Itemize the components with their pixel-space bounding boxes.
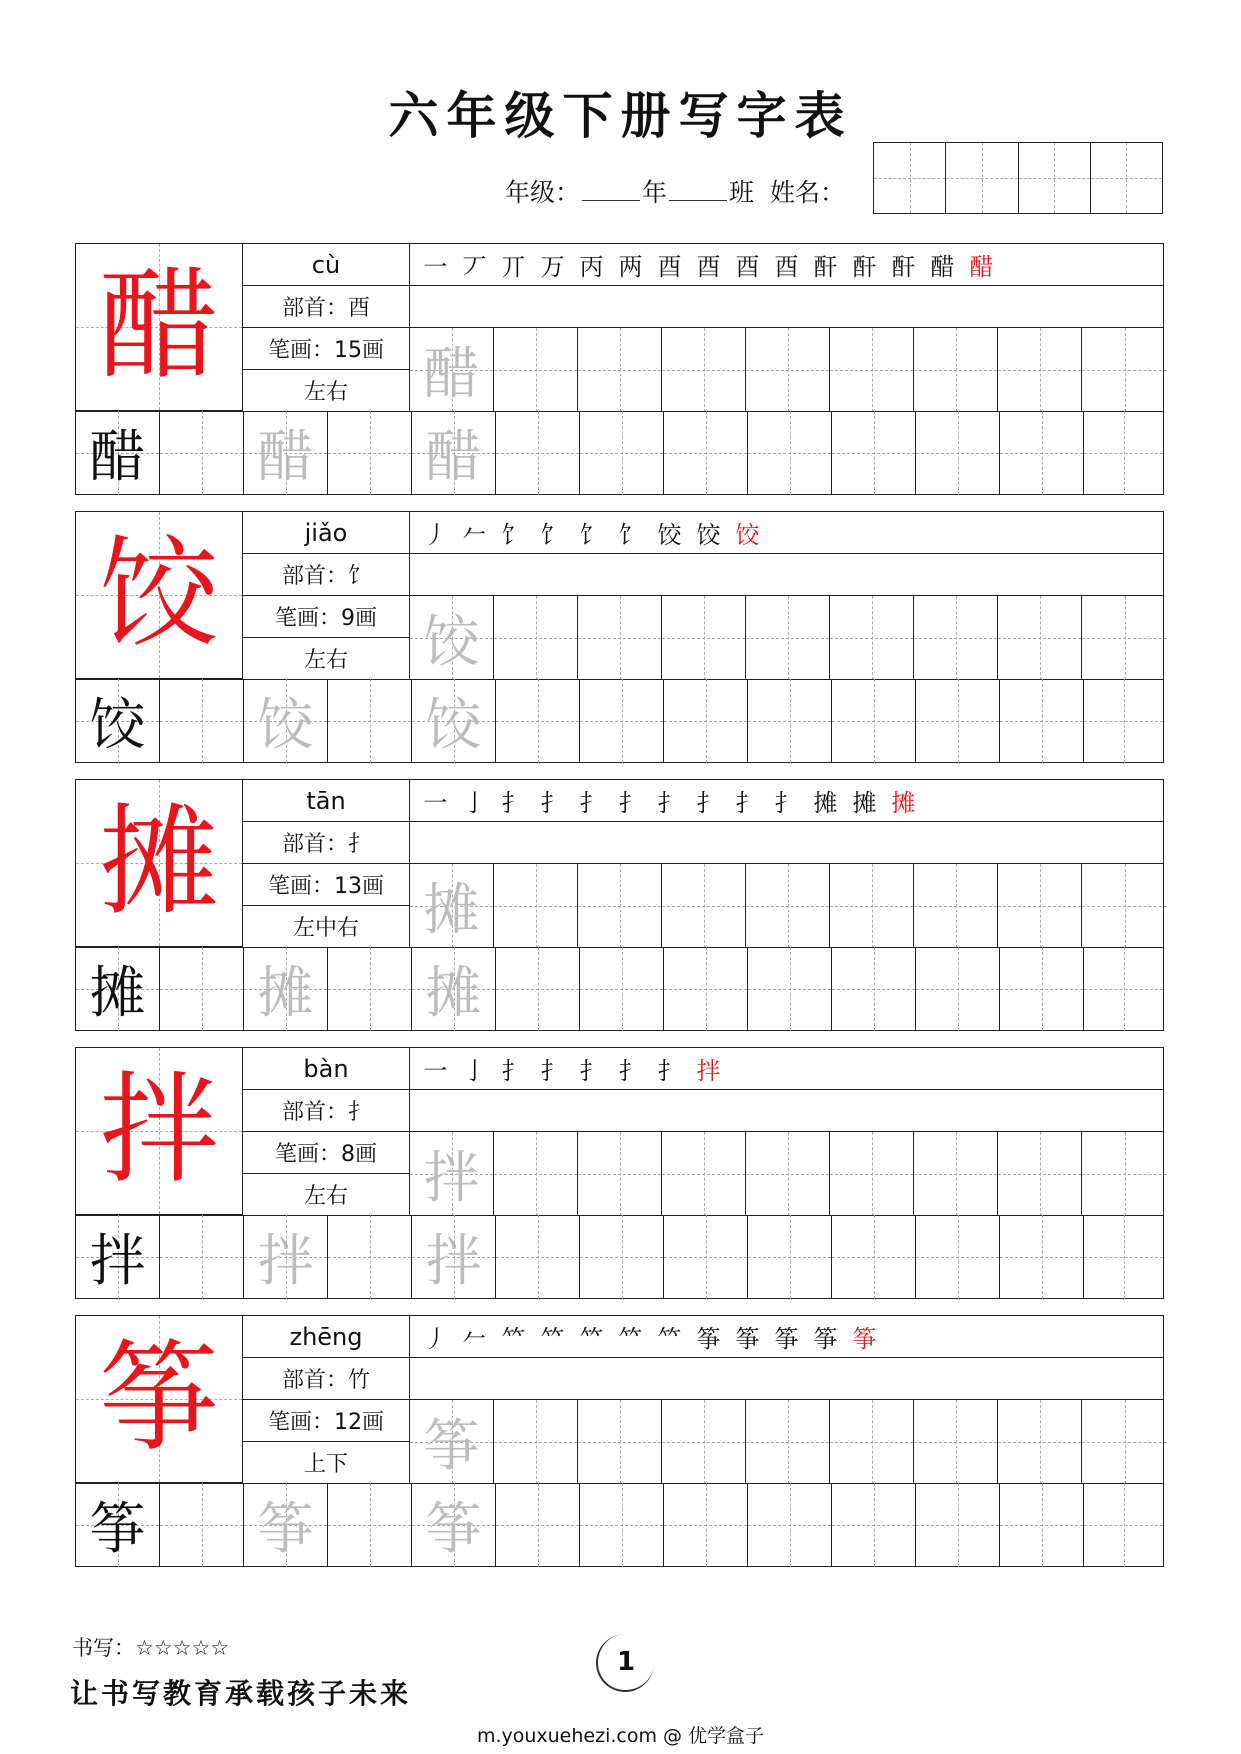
practice-cell[interactable] xyxy=(328,411,412,495)
stroke-step: 𠂉 xyxy=(462,521,487,549)
class-blank[interactable] xyxy=(669,180,727,201)
blank-row xyxy=(410,1090,1163,1132)
practice-cell[interactable] xyxy=(244,947,328,1031)
radical-row xyxy=(243,1358,410,1400)
practice-cell[interactable] xyxy=(328,1483,412,1567)
practice-cell[interactable] xyxy=(160,411,244,495)
practice-cell[interactable] xyxy=(328,1215,412,1299)
practice-cell[interactable] xyxy=(832,1215,916,1299)
practice-cell[interactable] xyxy=(916,679,1000,763)
stroke-step: 酐 xyxy=(891,253,916,281)
practice-cell[interactable] xyxy=(494,328,578,412)
character-block xyxy=(75,1047,1164,1299)
stroke-step: 扌 xyxy=(696,789,721,817)
practice-cell[interactable] xyxy=(746,1132,830,1216)
stroke-count: 8画 xyxy=(341,1142,377,1167)
radical: 竹 xyxy=(348,1368,371,1393)
practice-cell[interactable] xyxy=(662,328,746,412)
stroke-step: 饣 xyxy=(540,521,565,549)
practice-cell[interactable] xyxy=(830,1400,914,1484)
practice-cell[interactable] xyxy=(832,947,916,1031)
practice-cell[interactable] xyxy=(410,864,494,948)
practice-cell[interactable] xyxy=(160,947,244,1031)
practice-cell[interactable] xyxy=(1084,411,1163,495)
practice-cell[interactable] xyxy=(746,1400,830,1484)
example-character: 摊 xyxy=(89,961,146,1026)
stroke-label: 笔画： xyxy=(267,338,334,363)
stroke-count-row xyxy=(243,864,410,906)
practice-cell[interactable] xyxy=(1082,864,1167,948)
stroke-step: 一 xyxy=(423,789,448,817)
practice-cell[interactable] xyxy=(998,1400,1082,1484)
trace-character: 饺 xyxy=(423,610,480,675)
stroke-step: 丌 xyxy=(501,253,526,281)
practice-cell[interactable] xyxy=(578,1400,662,1484)
stroke-step: 筝 xyxy=(774,1325,799,1353)
stroke-step: 丿 xyxy=(423,521,448,549)
radical-label: 部首： xyxy=(281,564,348,589)
blank-row xyxy=(410,554,1163,596)
trace-character: 摊 xyxy=(257,961,314,1026)
stroke-step: 饣 xyxy=(618,521,643,549)
practice-cell[interactable] xyxy=(1084,1215,1163,1299)
model-character-cell xyxy=(76,1048,243,1215)
practice-cell[interactable] xyxy=(76,1215,160,1299)
practice-cell[interactable] xyxy=(160,1483,244,1567)
stroke-step: 扌 xyxy=(579,789,604,817)
stroke-step: 醋 xyxy=(969,253,994,281)
practice-cell[interactable] xyxy=(1000,1215,1084,1299)
stroke-step: 饣 xyxy=(501,521,526,549)
practice-cell[interactable] xyxy=(1000,679,1084,763)
practice-cell[interactable] xyxy=(830,328,914,412)
stroke-step: 亅 xyxy=(462,789,487,817)
practice-cell[interactable] xyxy=(998,328,1082,412)
practice-cell[interactable] xyxy=(580,679,664,763)
practice-cell[interactable] xyxy=(1084,679,1163,763)
practice-cell[interactable] xyxy=(916,1483,1000,1567)
practice-cell[interactable] xyxy=(410,1132,494,1216)
practice-cell[interactable] xyxy=(494,596,578,680)
radical: 扌 xyxy=(348,1100,371,1125)
practice-cell[interactable] xyxy=(746,864,830,948)
stroke-step: 筝 xyxy=(735,1325,760,1353)
stroke-label: 笔画： xyxy=(274,1142,341,1167)
stroke-step: 酉 xyxy=(657,253,682,281)
practice-cell[interactable] xyxy=(76,1483,160,1567)
radical-row xyxy=(243,822,410,864)
radical: 饣 xyxy=(348,564,371,589)
model-character-cell xyxy=(76,244,243,411)
stroke-count-row xyxy=(243,596,410,638)
practice-cell[interactable] xyxy=(998,1132,1082,1216)
practice-cell[interactable] xyxy=(916,947,1000,1031)
practice-cell[interactable] xyxy=(244,1215,328,1299)
practice-cell[interactable] xyxy=(662,596,746,680)
pinyin: cù xyxy=(243,244,410,286)
example-character: 醋 xyxy=(89,425,146,490)
stroke-label: 笔画： xyxy=(274,606,341,631)
practice-cell[interactable] xyxy=(1082,596,1167,680)
practice-cell[interactable] xyxy=(914,596,998,680)
character-block xyxy=(75,511,1164,763)
practice-cell[interactable] xyxy=(914,1132,998,1216)
trace-character: 饺 xyxy=(425,693,482,758)
stroke-step: 筝 xyxy=(852,1325,877,1353)
stroke-order xyxy=(410,244,1163,286)
stroke-count-row xyxy=(243,1132,410,1174)
name-label: 姓名： xyxy=(769,178,845,207)
practice-cell[interactable] xyxy=(664,1215,748,1299)
practice-cell[interactable] xyxy=(662,1132,746,1216)
practice-cell[interactable] xyxy=(494,1132,578,1216)
site-credit: m.youxuehezi.com @ 优学盒子 xyxy=(476,1725,765,1747)
stroke-step: 扌 xyxy=(540,789,565,817)
practice-cell[interactable] xyxy=(412,679,496,763)
practice-cell[interactable] xyxy=(494,864,578,948)
practice-cell[interactable] xyxy=(578,328,662,412)
practice-cell[interactable] xyxy=(748,411,832,495)
practice-cell[interactable] xyxy=(1000,1483,1084,1567)
practice-cell[interactable] xyxy=(244,411,328,495)
stroke-count-row xyxy=(243,328,410,370)
stroke-step: 扌 xyxy=(618,789,643,817)
practice-cell[interactable] xyxy=(412,1215,496,1299)
radical: 酉 xyxy=(348,296,371,321)
pinyin: bàn xyxy=(243,1048,410,1090)
practice-cell[interactable] xyxy=(1084,947,1163,1031)
stroke-step: 饣 xyxy=(579,521,604,549)
stroke-step: 𥫗 xyxy=(618,1325,643,1353)
rating: 书写：☆☆☆☆☆ xyxy=(72,1636,230,1660)
practice-cell[interactable] xyxy=(748,1215,832,1299)
trace-character: 拌 xyxy=(423,1146,480,1211)
stroke-step: 酐 xyxy=(813,253,838,281)
practice-cell[interactable] xyxy=(748,679,832,763)
structure: 上下 xyxy=(243,1442,410,1483)
practice-cell[interactable] xyxy=(328,947,412,1031)
stroke-count: 15画 xyxy=(334,338,384,363)
stroke-step: 万 xyxy=(540,253,565,281)
practice-cell[interactable] xyxy=(496,679,580,763)
practice-cell[interactable] xyxy=(1000,947,1084,1031)
practice-cell[interactable] xyxy=(664,411,748,495)
name-grid[interactable] xyxy=(873,142,1163,214)
practice-cell[interactable] xyxy=(328,679,412,763)
class-label: 班 xyxy=(729,178,755,207)
practice-cell[interactable] xyxy=(1000,411,1084,495)
trace-character: 筝 xyxy=(257,1497,314,1562)
stroke-step: 丆 xyxy=(462,253,487,281)
trace-character: 拌 xyxy=(425,1229,482,1294)
stroke-step: 饺 xyxy=(657,521,682,549)
grade-label: 年级： xyxy=(505,178,581,207)
page-title: 六年级下册写字表 xyxy=(388,86,853,145)
practice-cell[interactable] xyxy=(580,411,664,495)
stroke-label: 笔画： xyxy=(267,1410,334,1435)
radical-row xyxy=(243,286,410,328)
stroke-step: 一 xyxy=(423,1057,448,1085)
practice-cell[interactable] xyxy=(160,1215,244,1299)
stroke-step: 筝 xyxy=(696,1325,721,1353)
practice-cell[interactable] xyxy=(830,596,914,680)
stroke-order xyxy=(410,512,1163,554)
practice-cell[interactable] xyxy=(662,864,746,948)
character-block xyxy=(75,243,1164,495)
practice-cell[interactable] xyxy=(76,947,160,1031)
model-character: 摊 xyxy=(99,793,219,932)
trace-character: 摊 xyxy=(425,961,482,1026)
stroke-order xyxy=(410,1316,1163,1358)
practice-cell[interactable] xyxy=(914,328,998,412)
model-character: 拌 xyxy=(99,1061,219,1200)
practice-cell[interactable] xyxy=(496,411,580,495)
practice-cell[interactable] xyxy=(494,1400,578,1484)
practice-cell[interactable] xyxy=(1082,328,1167,412)
practice-cell[interactable] xyxy=(664,679,748,763)
stroke-step: 拌 xyxy=(696,1057,721,1085)
pinyin: jiǎo xyxy=(243,512,410,554)
practice-cell[interactable] xyxy=(664,1483,748,1567)
practice-cell[interactable] xyxy=(662,1400,746,1484)
model-character: 饺 xyxy=(99,525,219,664)
practice-cell[interactable] xyxy=(496,947,580,1031)
practice-cell[interactable] xyxy=(746,596,830,680)
stroke-count: 12画 xyxy=(334,1410,384,1435)
practice-cell[interactable] xyxy=(914,1400,998,1484)
stroke-step: 酉 xyxy=(735,253,760,281)
practice-cell[interactable] xyxy=(410,1400,494,1484)
trace-character: 饺 xyxy=(257,693,314,758)
practice-cell[interactable] xyxy=(830,864,914,948)
structure: 左右 xyxy=(243,1174,410,1215)
practice-cell[interactable] xyxy=(998,864,1082,948)
example-character: 饺 xyxy=(89,693,146,758)
practice-cell[interactable] xyxy=(1082,1132,1167,1216)
radical-row xyxy=(243,554,410,596)
structure: 左右 xyxy=(243,638,410,679)
model-character-cell xyxy=(76,1316,243,1483)
model-character-cell xyxy=(76,780,243,947)
radical-label: 部首： xyxy=(281,1100,348,1125)
stroke-count: 9画 xyxy=(341,606,377,631)
year-label: 年 xyxy=(642,178,668,207)
practice-cell[interactable] xyxy=(1084,1483,1163,1567)
blank-row xyxy=(410,822,1163,864)
stroke-step: 酉 xyxy=(774,253,799,281)
practice-cell[interactable] xyxy=(410,596,494,680)
example-character: 拌 xyxy=(89,1229,146,1294)
practice-cell[interactable] xyxy=(410,328,494,412)
stroke-step: 酉 xyxy=(696,253,721,281)
stroke-step: 扌 xyxy=(657,1057,682,1085)
stroke-count: 13画 xyxy=(334,874,384,899)
structure: 左中右 xyxy=(243,906,410,947)
trace-character: 摊 xyxy=(423,878,480,943)
blank-row xyxy=(410,286,1163,328)
practice-cell[interactable] xyxy=(746,328,830,412)
radical-label: 部首： xyxy=(281,1368,348,1393)
practice-cell[interactable] xyxy=(76,411,160,495)
pinyin: zhēng xyxy=(243,1316,410,1358)
practice-cell[interactable] xyxy=(412,1483,496,1567)
practice-cell[interactable] xyxy=(412,411,496,495)
trace-character: 醋 xyxy=(425,425,482,490)
practice-cell[interactable] xyxy=(580,1483,664,1567)
stroke-step: 摊 xyxy=(891,789,916,817)
example-character: 筝 xyxy=(89,1497,146,1562)
practice-cell[interactable] xyxy=(748,947,832,1031)
radical-label: 部首： xyxy=(281,296,348,321)
stroke-step: 扌 xyxy=(774,789,799,817)
stroke-step: 𥫗 xyxy=(579,1325,604,1353)
blank-row xyxy=(410,1358,1163,1400)
stroke-step: 扌 xyxy=(735,789,760,817)
student-info xyxy=(505,173,845,209)
pinyin: tān xyxy=(243,780,410,822)
practice-cell[interactable] xyxy=(580,1215,664,1299)
grade-blank[interactable] xyxy=(582,180,640,201)
practice-cell[interactable] xyxy=(578,1132,662,1216)
stroke-step: 亅 xyxy=(462,1057,487,1085)
structure: 左右 xyxy=(243,370,410,411)
stroke-step: 饺 xyxy=(696,521,721,549)
stroke-label: 笔画： xyxy=(267,874,334,899)
character-block xyxy=(75,1315,1164,1567)
practice-cell[interactable] xyxy=(916,1215,1000,1299)
radical: 扌 xyxy=(348,832,371,857)
stroke-step: 一 xyxy=(423,253,448,281)
model-character-cell xyxy=(76,512,243,679)
practice-cell[interactable] xyxy=(496,1483,580,1567)
practice-cell[interactable] xyxy=(998,596,1082,680)
trace-character: 筝 xyxy=(425,1497,482,1562)
stroke-order xyxy=(410,780,1163,822)
trace-character: 筝 xyxy=(423,1414,480,1479)
stroke-step: 扌 xyxy=(501,1057,526,1085)
stroke-step: 丙 xyxy=(579,253,604,281)
stroke-step: 酐 xyxy=(852,253,877,281)
practice-cell[interactable] xyxy=(580,947,664,1031)
stroke-step: 扌 xyxy=(579,1057,604,1085)
character-block xyxy=(75,779,1164,1031)
stroke-step: 𥫗 xyxy=(540,1325,565,1353)
model-character: 醋 xyxy=(99,257,219,396)
stroke-count-row xyxy=(243,1400,410,1442)
stroke-step: 醋 xyxy=(930,253,955,281)
stroke-step: 𥫗 xyxy=(657,1325,682,1353)
practice-cell[interactable] xyxy=(244,679,328,763)
practice-cell[interactable] xyxy=(76,679,160,763)
stroke-order xyxy=(410,1048,1163,1090)
practice-cell[interactable] xyxy=(496,1215,580,1299)
stroke-step: 扌 xyxy=(657,789,682,817)
stroke-step: 扌 xyxy=(540,1057,565,1085)
practice-cell[interactable] xyxy=(832,411,916,495)
practice-cell[interactable] xyxy=(578,864,662,948)
stroke-step: 扌 xyxy=(501,789,526,817)
model-character: 筝 xyxy=(99,1329,219,1468)
practice-cell[interactable] xyxy=(1082,1400,1167,1484)
stroke-step: 丿 xyxy=(423,1325,448,1353)
stroke-step: 饺 xyxy=(735,521,760,549)
radical-label: 部首： xyxy=(281,832,348,857)
stroke-step: 𠂉 xyxy=(462,1325,487,1353)
practice-cell[interactable] xyxy=(664,947,748,1031)
trace-character: 醋 xyxy=(423,342,480,407)
practice-cell[interactable] xyxy=(244,1483,328,1567)
practice-cell[interactable] xyxy=(830,1132,914,1216)
stroke-step: 摊 xyxy=(813,789,838,817)
practice-cell[interactable] xyxy=(160,679,244,763)
stroke-step: 两 xyxy=(618,253,643,281)
page-number: 1 xyxy=(596,1634,654,1692)
practice-cell[interactable] xyxy=(916,411,1000,495)
practice-cell[interactable] xyxy=(412,947,496,1031)
trace-character: 拌 xyxy=(257,1229,314,1294)
practice-cell[interactable] xyxy=(832,1483,916,1567)
stroke-step: 𥫗 xyxy=(501,1325,526,1353)
stroke-step: 扌 xyxy=(618,1057,643,1085)
radical-row xyxy=(243,1090,410,1132)
stroke-step: 筝 xyxy=(813,1325,838,1353)
practice-cell[interactable] xyxy=(914,864,998,948)
practice-cell[interactable] xyxy=(578,596,662,680)
practice-cell[interactable] xyxy=(832,679,916,763)
practice-cell[interactable] xyxy=(748,1483,832,1567)
stroke-step: 摊 xyxy=(852,789,877,817)
trace-character: 醋 xyxy=(257,425,314,490)
slogan: 让书写教育承载孩子未来 xyxy=(70,1677,412,1710)
